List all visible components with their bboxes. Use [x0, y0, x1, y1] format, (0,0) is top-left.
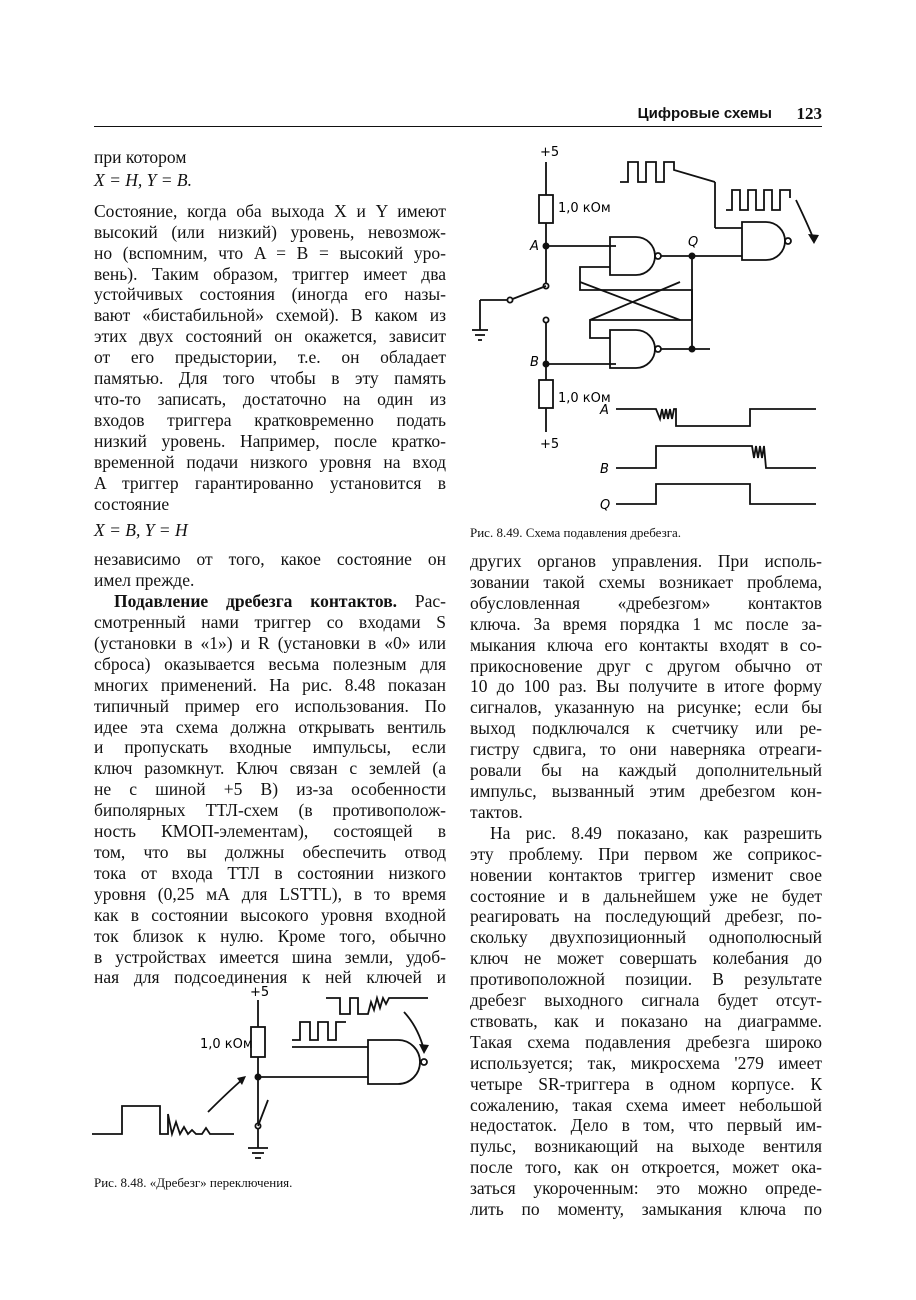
text-line: что-то записать, достаточно на один из — [94, 388, 446, 409]
text-line: ключ разомкнут. Ключ связан с землей (а — [94, 758, 446, 779]
text-line: тока от входа ТТЛ в состоянии низкого — [94, 862, 446, 883]
output-waveform — [326, 998, 428, 1014]
text-line: Состояние, когда оба выхода X и Y имеют — [94, 200, 446, 221]
text-line: (установки в «1») и R (установки в «0» или — [94, 632, 446, 653]
text-line: смотренный нами триггер со входами S — [94, 612, 446, 633]
switch-waveform — [92, 1106, 234, 1134]
text-line: сигналов, указанную на рисунке; если бы — [470, 697, 822, 718]
text-line: состояние и в дальнейшем уже не будет — [470, 885, 822, 906]
resistor-bottom — [539, 380, 553, 408]
switch-contact-bottom — [543, 317, 548, 322]
input-pulse-train — [292, 1022, 346, 1040]
wave-a-label: A — [600, 403, 609, 418]
text-line: противоположной позиции. В результате — [470, 969, 822, 990]
waveform-b — [616, 446, 816, 468]
resistor-top-label: 1,0 кОм — [558, 201, 611, 216]
text-line: A триггер гарантированно установится в — [94, 472, 446, 493]
text-line: памятью. Для того чтобы в эту память — [94, 368, 446, 389]
output-bubble — [785, 238, 791, 244]
page-number: 123 — [796, 104, 822, 123]
formula-1: X = H, Y = B. — [94, 169, 192, 190]
text-line: ключ не может совершать колебания до — [470, 948, 822, 969]
vcc-top-label: +5 — [540, 145, 560, 160]
arrowhead — [808, 234, 819, 244]
formula-2: X = B, Y = H — [94, 520, 188, 541]
figure-8-49-caption: Рис. 8.49. Схема подавления дребезга. — [470, 525, 682, 540]
text-line: гистру сдвига, то они наверняка отреаги- — [470, 739, 822, 760]
figure-8-48-caption: Рис. 8.48. «Дребезг» переключения. — [94, 1175, 293, 1190]
text-line: ток близок к нулю. Кроме того, обычно — [94, 925, 446, 946]
text-line: дребезг выходного сигнала будет отсут- — [470, 990, 822, 1011]
text-line: Такая схема подавления дребезга широко — [470, 1031, 822, 1052]
text-line: ровали бы на каждый дополнительный — [470, 760, 822, 781]
text-line: ность КМОП-элементам), состоящей в — [94, 821, 446, 842]
waveform-q — [616, 484, 816, 504]
input-pulse-train — [620, 162, 715, 182]
output-arrow — [796, 200, 814, 240]
left-column — [94, 147, 446, 988]
text-line: выход подключался к счетчику или ре- — [470, 718, 822, 739]
text-line: вают «бистабильной» схемой). В каком из — [94, 305, 446, 326]
text-line: четыре SR-триггера в одном корпусе. К — [470, 1073, 822, 1094]
lower-bubble — [655, 346, 661, 352]
wave-q-label: Q — [600, 498, 611, 513]
arrowhead — [419, 1044, 429, 1054]
node-b-label: B — [530, 355, 539, 370]
inverter-bubble — [421, 1059, 427, 1065]
text-line: устойчивых состояния (иногда его назы- — [94, 284, 446, 305]
text-line: тактов. — [470, 801, 523, 822]
text-line: имел прежде. — [94, 570, 195, 591]
text-line: ствовать, как и показано на диаграмме. — [470, 1010, 822, 1031]
paragraph-4 — [470, 551, 822, 823]
wave-b-label: B — [600, 462, 609, 477]
text-line: ключа. За время порядка 1 мс после за- — [470, 613, 822, 634]
section-heading: Подавление дребезга контактов. — [114, 591, 398, 612]
text-line: обусловленная «дребезгом» контактов — [470, 592, 822, 613]
text-line: новении контактов триггер изменит свое — [470, 864, 822, 885]
text-line: входов триггера кратковременно подать — [94, 409, 446, 430]
vcc-bottom-label: +5 — [540, 437, 560, 452]
text-line: других органов управления. При исполь- — [470, 551, 822, 571]
text-line: после того, как он откроется, может ока- — [470, 1157, 822, 1178]
text-line: высокий (или низкий) уровень, невозмож- — [94, 221, 446, 242]
figure-8-48 — [88, 982, 450, 1172]
text-line: многих применений. На рис. 8.48 показан — [94, 674, 446, 695]
switch-lever — [258, 1100, 268, 1126]
text-line: в устройствах имеется шина земли, удоб- — [94, 946, 446, 967]
waveform-a — [616, 409, 816, 426]
text-line: заться укороченным: это можно опреде- — [470, 1178, 822, 1199]
text-line: используется; так, микросхема '279 имеет — [470, 1052, 822, 1073]
vcc-label: +5 — [250, 985, 270, 1000]
header-rule — [94, 126, 822, 127]
text-line: ная для подсоединения к ней ключей и — [94, 967, 446, 988]
text-line: уровня (0,25 мА для LSTTL), в то время — [94, 883, 446, 904]
nand-gate — [368, 1040, 420, 1084]
output-nand-gate — [742, 222, 785, 260]
paragraph-5 — [470, 823, 822, 1220]
paragraph-3-first-line — [94, 591, 446, 612]
text-line: зовании такой схемы возникает проблема, — [470, 571, 822, 592]
text-line: этих двух состояний он окажется, зависит — [94, 326, 446, 347]
text-line: при котором — [94, 147, 187, 167]
switch-arrow — [208, 1078, 244, 1112]
text-line: реагировать на последующий дребезг, по- — [470, 906, 822, 927]
text-line: низкий уровень. Например, после кратко- — [94, 430, 446, 451]
node-a-label: A — [530, 239, 539, 254]
figure-8-49 — [470, 140, 830, 525]
paragraph-2 — [94, 549, 446, 591]
paragraph-1 — [94, 201, 446, 515]
text-line: том, что вы должны обеспечить отвод — [94, 842, 446, 862]
resistor-bottom-label: 1,0 кОм — [558, 391, 611, 406]
switch-lever — [510, 286, 546, 300]
text-line: временной подачи низкого уровня на вход — [94, 451, 446, 472]
text-line: состояние — [94, 493, 170, 514]
text-line: от его предыстории, т.е. он обладает — [94, 347, 446, 368]
resistor — [251, 1027, 265, 1057]
lower-nand-gate — [610, 330, 655, 368]
text-line: пульс, возникающий на выходе вентиля — [470, 1136, 822, 1157]
resistor-top — [539, 195, 553, 223]
upper-nand-gate — [610, 237, 655, 275]
text-line: идее эта схема должна открывать вентиль — [94, 716, 446, 737]
text-line: но (вспомним, что A = B = высокий уро- — [94, 242, 446, 263]
text-line: типичный пример его использования. По — [94, 695, 446, 716]
running-header — [94, 103, 822, 127]
node-q-label: Q — [688, 235, 699, 250]
text-line: недостаток. Дело в том, что первый им- — [470, 1115, 822, 1136]
text-line: На рис. 8.49 показано, как разрешить — [490, 822, 822, 843]
output-pulse-train — [726, 190, 790, 210]
paragraph-3 — [94, 612, 446, 988]
resistor-label: 1,0 кОм — [200, 1037, 253, 1052]
text-line: импульс, вызванный этим дребезгом кон- — [470, 780, 822, 801]
text-line: биполярных ТТЛ-схем (в противополож- — [94, 800, 446, 821]
text-line: сброса) оказывается весьма полезным для — [94, 653, 446, 674]
text-line: как в состоянии высокого уровня входной — [94, 904, 446, 925]
text-line: прикосновение друг с другом обычно от — [470, 655, 822, 676]
text-line: эту проблему. При первом же соприкос- — [470, 843, 822, 864]
text-line: независимо от того, какое состояние он — [94, 549, 446, 570]
text-line: вень). Таким образом, триггер имеет два — [94, 263, 446, 284]
cross-wire-1 — [590, 320, 692, 338]
cross-wire-2 — [580, 267, 692, 349]
header-title: Цифровые схемы — [637, 105, 772, 122]
heading-rest: Рас- — [397, 591, 446, 612]
text-line: сожалению, такая схема имеет небольшой — [470, 1094, 822, 1115]
text-line: 10 до 100 раз. Вы получите в итоге форму — [470, 676, 822, 697]
right-column — [470, 551, 822, 1220]
upper-bubble — [655, 253, 661, 259]
text-line: лить по моменту, замыкания ключа по — [470, 1199, 822, 1220]
text-line: и пропускать входные импульсы, если — [94, 737, 446, 758]
text-line: мыкания ключа его контакты входят в со- — [470, 634, 822, 655]
text-line: скольку двухпозиционный однополюсный — [470, 927, 822, 948]
text-line: не с шиной +5 В) из-за особенности — [94, 779, 446, 800]
